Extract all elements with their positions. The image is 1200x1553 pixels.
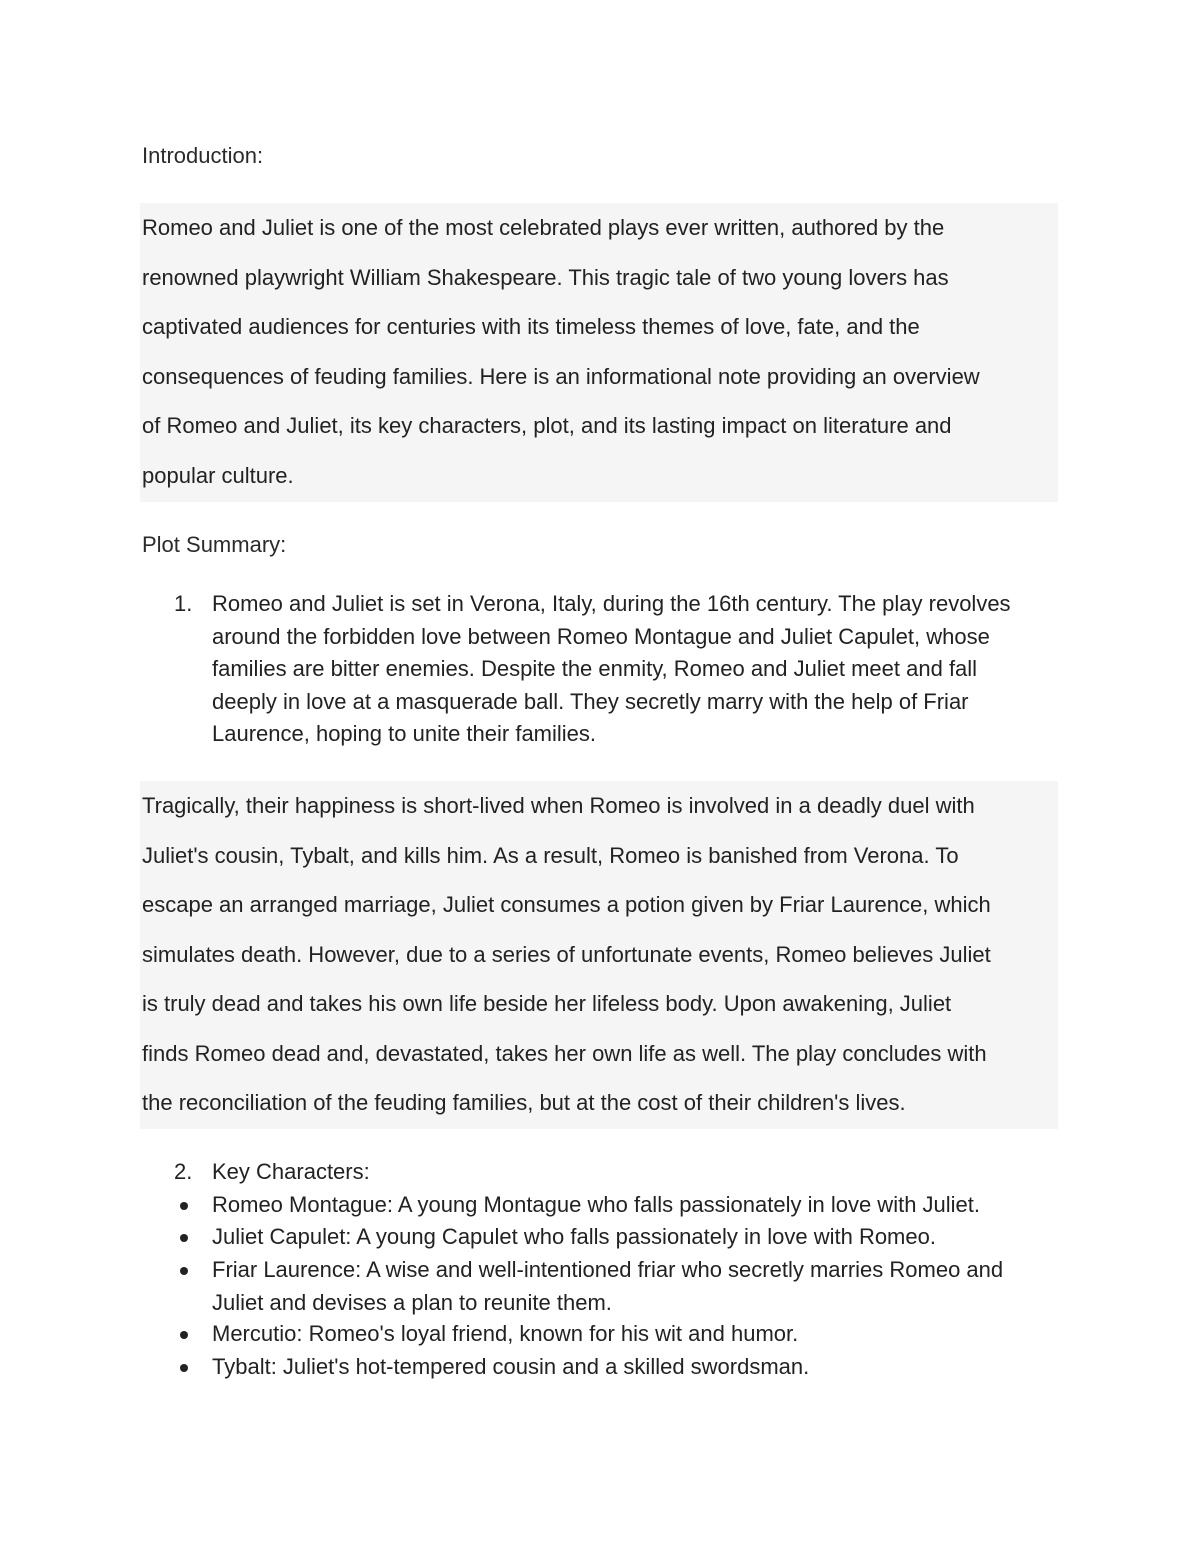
intro-line: renowned playwright William Shakespeare. This tragic tale of two young lovers has (142, 264, 949, 290)
plot-item-line: around the forbidden love between Romeo Montague and Juliet Capulet, whose (212, 623, 990, 649)
character-line: Juliet Capulet: A young Capulet who falls passionately in love with Romeo. (212, 1224, 936, 1249)
character-text (212, 1221, 936, 1254)
intro-line: of Romeo and Juliet, its key characters, plot, and its lasting impact on literature and (142, 413, 952, 438)
character-line: Juliet and devises a plan to reunite them. (212, 1289, 612, 1315)
list-number: 1. (174, 591, 193, 616)
intro-heading: Introduction: (142, 143, 264, 168)
character-line: Friar Laurence: A wise and well-intentioned friar who secretly marries Romeo and (212, 1257, 1004, 1282)
intro-line: Romeo and Juliet is one of the most celebrated plays ever written, authored by the (142, 215, 945, 240)
plot-item-text (212, 588, 1011, 751)
bullet-dot (180, 1364, 188, 1372)
tragic-paragraph (140, 781, 1058, 1129)
plot-item-line: families are bitter enemies. Despite the enmity, Romeo and Juliet meet and fall (212, 656, 978, 681)
bullet-dot (180, 1202, 188, 1210)
intro-paragraph (140, 203, 1058, 502)
plot-item-line: deeply in love at a masquerade ball. They secretly marry with the help of Friar (212, 688, 969, 714)
tragic-line: finds Romeo dead and, devastated, takes her own life as well. The play concludes with (142, 1040, 987, 1066)
bullet-dot (180, 1267, 188, 1275)
tragic-line: Tragically, their happiness is short-lived when Romeo is involved in a deadly duel with (142, 793, 975, 818)
intro-line: popular culture. (142, 462, 294, 488)
tragic-line: escape an arranged marriage, Juliet consumes a potion given by Friar Laurence, which (142, 892, 991, 917)
bullet-dot (180, 1234, 188, 1242)
character-line: Romeo Montague: A young Montague who falls passionately in love with Juliet. (212, 1192, 981, 1217)
intro-line: consequences of feuding families. Here is an informational note providing an overview (142, 363, 980, 389)
tragic-line: is truly dead and takes his own life beside her lifeless body. Upon awakening, Juliet (142, 991, 952, 1016)
character-text (212, 1318, 798, 1351)
character-text (212, 1189, 980, 1222)
character-text (212, 1351, 809, 1384)
plot-item-line: Romeo and Juliet is set in Verona, Italy, during the 16th century. The play revolves (212, 591, 1011, 616)
tragic-line: Juliet's cousin, Tybalt, and kills him. As a result, Romeo is banished from Verona. To (142, 842, 959, 868)
tragic-line: simulates death. However, due to a series of unfortunate events, Romeo believes Juliet (142, 941, 991, 967)
intro-line: captivated audiences for centuries with its timeless themes of love, fate, and the (142, 314, 920, 339)
character-text (212, 1254, 1003, 1319)
character-line: Tybalt: Juliet's hot-tempered cousin and a skilled swordsman. (212, 1354, 810, 1379)
tragic-line: the reconciliation of the feuding families, but at the cost of their children's lives. (142, 1090, 906, 1115)
plot-item-line: Laurence, hoping to unite their families. (212, 721, 597, 746)
list-number: 2. (174, 1159, 193, 1184)
bullet-dot (180, 1331, 188, 1339)
plot-summary-heading: Plot Summary: (142, 532, 287, 557)
key-characters-label: Key Characters: (212, 1159, 370, 1184)
character-line: Mercutio: Romeo's loyal friend, known for his wit and humor. (212, 1321, 799, 1346)
